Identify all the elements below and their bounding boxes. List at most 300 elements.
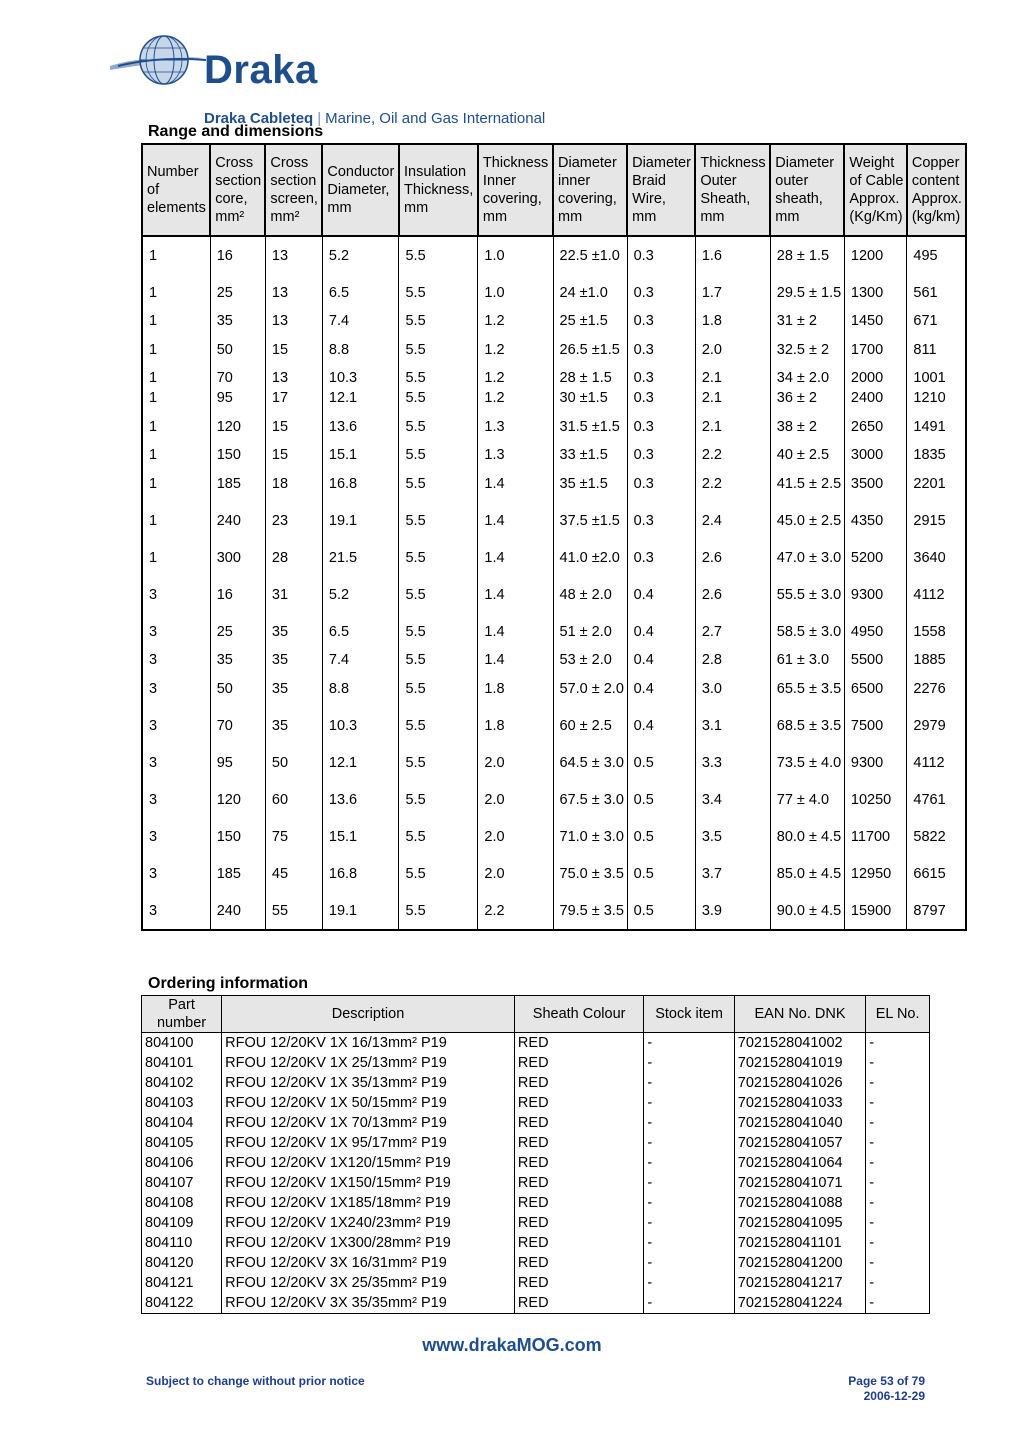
range-cell: 811: [907, 331, 966, 368]
range-cell: 7.4: [322, 311, 399, 331]
range-cell: 0.3: [627, 236, 695, 274]
ordering-cell: RFOU 12/20KV 1X 50/15mm² P19: [222, 1093, 515, 1113]
range-cell: 4350: [844, 502, 907, 539]
range-cell: 6.5: [322, 274, 399, 311]
ordering-cell: RFOU 12/20KV 3X 25/35mm² P19: [222, 1273, 515, 1293]
range-cell: 3.1: [695, 707, 770, 744]
range-cell: 23: [265, 502, 322, 539]
ordering-cell: RFOU 12/20KV 1X 70/13mm² P19: [222, 1113, 515, 1133]
range-cell: 0.5: [627, 744, 695, 781]
range-cell: 2.8: [695, 650, 770, 670]
range-cell: 5200: [844, 539, 907, 576]
range-cell: 35: [265, 613, 322, 650]
range-column-header: Thickness Outer Sheath, mm: [695, 144, 770, 236]
range-table-row: [142, 274, 966, 311]
ordering-cell: -: [644, 1213, 734, 1233]
range-cell: 0.5: [627, 892, 695, 930]
range-cell: 70: [210, 707, 265, 744]
range-cell: 64.5 ± 3.0: [553, 744, 627, 781]
ordering-column-header: Part number: [142, 996, 222, 1033]
range-cell: 3: [149, 902, 158, 919]
range-cell: 2.2: [695, 445, 770, 465]
range-cell: 120: [210, 781, 265, 818]
range-cell: 1835: [907, 445, 966, 465]
range-cell: 240: [210, 892, 265, 930]
ordering-column-header: EAN No. DNK: [734, 996, 866, 1033]
ordering-table-row: [142, 1053, 930, 1073]
range-cell: 1.3: [478, 408, 553, 445]
range-table: [141, 143, 967, 931]
ordering-cell: RED: [514, 1113, 643, 1133]
range-cell: 7.4: [322, 650, 399, 670]
range-cell: 53 ± 2.0: [553, 650, 627, 670]
range-cell: 2.1: [695, 388, 770, 408]
ordering-cell: 7021528041019: [734, 1053, 866, 1073]
ordering-cell: RFOU 12/20KV 3X 35/35mm² P19: [222, 1293, 515, 1314]
range-column-header: Weight of Cable Approx. (Kg/Km): [844, 144, 907, 236]
range-cell: 3: [149, 717, 158, 734]
ordering-table-row: [142, 1273, 930, 1293]
ordering-cell: RED: [514, 1053, 643, 1073]
range-cell: 5.5: [399, 408, 478, 445]
range-cell: 3.0: [695, 670, 770, 707]
range-cell: 5.2: [322, 236, 399, 274]
range-cell: 120: [210, 408, 265, 445]
range-cell: 300: [210, 539, 265, 576]
range-cell: 13: [265, 274, 322, 311]
range-cell: 51 ± 2.0: [553, 613, 627, 650]
range-cell: 50: [265, 744, 322, 781]
range-cell: 1885: [907, 650, 966, 670]
range-cell: 1: [149, 549, 158, 566]
range-cell: 185: [210, 855, 265, 892]
ordering-cell: 804105: [142, 1133, 222, 1153]
range-table-row: [142, 388, 966, 408]
subtitle-division: Marine, Oil and Gas International: [325, 110, 546, 127]
range-cell: 30 ±1.5: [553, 388, 627, 408]
range-cell: 13: [265, 311, 322, 331]
range-cell: 1: [149, 390, 158, 406]
range-cell: 1.4: [478, 465, 553, 502]
ordering-cell: -: [866, 1133, 930, 1153]
ordering-cell: -: [866, 1073, 930, 1093]
ordering-cell: RED: [514, 1233, 643, 1253]
range-column-header: Insulation Thickness, mm: [399, 144, 478, 236]
range-cell: 3: [149, 586, 158, 603]
range-cell: 79.5 ± 3.5: [553, 892, 627, 930]
range-table-row: [142, 892, 966, 930]
range-cell: 35: [265, 650, 322, 670]
company-logo: [108, 26, 588, 127]
range-cell: 6.5: [322, 613, 399, 650]
ordering-cell: -: [866, 1153, 930, 1173]
ordering-column-header: Sheath Colour: [514, 996, 643, 1033]
range-cell: 73.5 ± 4.0: [770, 744, 844, 781]
ordering-cell: RED: [514, 1073, 643, 1093]
ordering-cell: 7021528041071: [734, 1173, 866, 1193]
range-cell: 5.5: [399, 368, 478, 388]
globe-logo-icon: [108, 26, 208, 96]
range-cell: 4112: [907, 576, 966, 613]
range-cell: 1558: [907, 613, 966, 650]
range-cell: 67.5 ± 3.0: [553, 781, 627, 818]
range-cell: 5.2: [322, 576, 399, 613]
ordering-cell: -: [644, 1233, 734, 1253]
ordering-cell: RED: [514, 1273, 643, 1293]
ordering-cell: 804110: [142, 1233, 222, 1253]
ordering-cell: -: [866, 1193, 930, 1213]
range-cell: 22.5 ±1.0: [553, 236, 627, 274]
ordering-cell: RFOU 12/20KV 1X240/23mm² P19: [222, 1213, 515, 1233]
range-cell: 24 ±1.0: [553, 274, 627, 311]
range-column-header: Cross section screen, mm²: [265, 144, 322, 236]
document-date: 2006-12-29: [863, 1389, 925, 1403]
ordering-column-header: Stock item: [644, 996, 734, 1033]
range-cell: 55.5 ± 3.0: [770, 576, 844, 613]
ordering-table-row: [142, 1213, 930, 1233]
range-cell: 1: [149, 341, 158, 358]
ordering-cell: RFOU 12/20KV 1X150/15mm² P19: [222, 1173, 515, 1193]
range-cell: 41.0 ±2.0: [553, 539, 627, 576]
ordering-cell: -: [644, 1273, 734, 1293]
range-cell: 5.5: [399, 236, 478, 274]
ordering-cell: 7021528041040: [734, 1113, 866, 1133]
range-cell: 50: [210, 670, 265, 707]
range-cell: 1: [149, 313, 158, 329]
range-cell: 1.2: [478, 311, 553, 331]
range-cell: 8.8: [322, 331, 399, 368]
page-number: Page 53 of 79: [848, 1374, 925, 1388]
range-column-header: Diameter inner covering, mm: [553, 144, 627, 236]
range-column-header: Conductor Diameter, mm: [322, 144, 399, 236]
ordering-cell: -: [644, 1113, 734, 1133]
range-cell: 13.6: [322, 408, 399, 445]
range-cell: 3: [149, 791, 158, 808]
ordering-cell: 7021528041057: [734, 1133, 866, 1153]
range-cell: 10.3: [322, 368, 399, 388]
ordering-cell: 804107: [142, 1173, 222, 1193]
range-cell: 5.5: [399, 650, 478, 670]
range-cell: 2915: [907, 502, 966, 539]
range-cell: 3.3: [695, 744, 770, 781]
range-cell: 1.0: [478, 236, 553, 274]
ordering-cell: RED: [514, 1213, 643, 1233]
ordering-cell: -: [644, 1073, 734, 1093]
ordering-cell: -: [866, 1233, 930, 1253]
range-cell: 1.4: [478, 613, 553, 650]
range-cell: 0.3: [627, 539, 695, 576]
range-cell: 5.5: [399, 465, 478, 502]
range-cell: 0.3: [627, 388, 695, 408]
range-cell: 2.2: [478, 892, 553, 930]
range-cell: 12950: [844, 855, 907, 892]
ordering-cell: -: [866, 1293, 930, 1314]
ordering-cell: RFOU 12/20KV 1X 25/13mm² P19: [222, 1053, 515, 1073]
range-table-row: [142, 576, 966, 613]
range-cell: 8797: [907, 892, 966, 930]
range-cell: 75.0 ± 3.5: [553, 855, 627, 892]
range-table-row: [142, 311, 966, 331]
range-cell: 5.5: [399, 670, 478, 707]
ordering-column-header: EL No.: [866, 996, 930, 1033]
range-cell: 19.1: [322, 892, 399, 930]
range-cell: 1.4: [478, 539, 553, 576]
range-cell: 9300: [844, 576, 907, 613]
range-cell: 2276: [907, 670, 966, 707]
range-cell: 0.4: [627, 650, 695, 670]
ordering-cell: -: [644, 1293, 734, 1314]
range-column-header: Number of elements: [142, 144, 210, 236]
range-cell: 35: [210, 650, 265, 670]
ordering-cell: RFOU 12/20KV 3X 16/31mm² P19: [222, 1253, 515, 1273]
range-cell: 5822: [907, 818, 966, 855]
range-cell: 25: [210, 274, 265, 311]
range-cell: 15.1: [322, 818, 399, 855]
range-table-row: [142, 744, 966, 781]
ordering-cell: -: [866, 1113, 930, 1133]
ordering-table-row: [142, 1173, 930, 1193]
range-cell: 1.3: [478, 445, 553, 465]
range-cell: 2.2: [695, 465, 770, 502]
range-cell: 16.8: [322, 855, 399, 892]
ordering-cell: RFOU 12/20KV 1X185/18mm² P19: [222, 1193, 515, 1213]
range-cell: 0.3: [627, 274, 695, 311]
ordering-cell: -: [866, 1273, 930, 1293]
range-cell: 80.0 ± 4.5: [770, 818, 844, 855]
ordering-cell: 7021528041224: [734, 1293, 866, 1314]
range-cell: 28 ± 1.5: [770, 236, 844, 274]
ordering-cell: RED: [514, 1093, 643, 1113]
range-table-row: [142, 408, 966, 445]
range-cell: 3500: [844, 465, 907, 502]
range-cell: 38 ± 2: [770, 408, 844, 445]
ordering-cell: -: [644, 1093, 734, 1113]
ordering-section-title: Ordering information: [148, 975, 308, 992]
range-cell: 3.4: [695, 781, 770, 818]
range-cell: 1: [149, 447, 158, 463]
range-cell: 1.8: [478, 670, 553, 707]
range-cell: 5.5: [399, 744, 478, 781]
range-cell: 2201: [907, 465, 966, 502]
ordering-cell: -: [866, 1173, 930, 1193]
range-cell: 2.6: [695, 539, 770, 576]
range-table-row: [142, 368, 966, 388]
range-cell: 2.0: [478, 818, 553, 855]
range-cell: 35: [265, 707, 322, 744]
range-cell: 2.6: [695, 576, 770, 613]
range-cell: 21.5: [322, 539, 399, 576]
ordering-table-row: [142, 1033, 930, 1054]
range-cell: 31 ± 2: [770, 311, 844, 331]
ordering-table-row: [142, 1133, 930, 1153]
ordering-cell: 7021528041095: [734, 1213, 866, 1233]
range-cell: 2979: [907, 707, 966, 744]
range-cell: 15: [265, 331, 322, 368]
ordering-cell: -: [866, 1213, 930, 1233]
range-cell: 1.6: [695, 236, 770, 274]
range-column-header: Cross section core, mm²: [210, 144, 265, 236]
ordering-cell: -: [644, 1133, 734, 1153]
ordering-cell: RFOU 12/20KV 1X120/15mm² P19: [222, 1153, 515, 1173]
range-cell: 1.2: [478, 368, 553, 388]
ordering-cell: RED: [514, 1133, 643, 1153]
range-cell: 5.5: [399, 818, 478, 855]
range-cell: 5.5: [399, 274, 478, 311]
range-cell: 45: [265, 855, 322, 892]
range-cell: 13: [265, 368, 322, 388]
range-table-row: [142, 855, 966, 892]
range-cell: 3: [149, 652, 158, 668]
range-cell: 95: [210, 744, 265, 781]
range-cell: 1.7: [695, 274, 770, 311]
range-cell: 1.2: [478, 331, 553, 368]
ordering-cell: 804103: [142, 1093, 222, 1113]
range-cell: 0.3: [627, 331, 695, 368]
range-cell: 60: [265, 781, 322, 818]
range-table-row: [142, 445, 966, 465]
ordering-cell: -: [644, 1153, 734, 1173]
range-cell: 2.0: [478, 781, 553, 818]
range-cell: 561: [907, 274, 966, 311]
website-link[interactable]: www.drakaMOG.com: [422, 1335, 602, 1355]
range-table-row: [142, 331, 966, 368]
ordering-cell: RED: [514, 1193, 643, 1213]
ordering-cell: RED: [514, 1033, 643, 1054]
ordering-table-row: [142, 1113, 930, 1133]
ordering-cell: 7021528041033: [734, 1093, 866, 1113]
ordering-cell: -: [644, 1193, 734, 1213]
ordering-table-row: [142, 1253, 930, 1273]
range-cell: 0.5: [627, 781, 695, 818]
range-cell: 2.1: [695, 368, 770, 388]
ordering-cell: RFOU 12/20KV 1X 35/13mm² P19: [222, 1073, 515, 1093]
range-cell: 2650: [844, 408, 907, 445]
ordering-cell: 7021528041064: [734, 1153, 866, 1173]
range-cell: 12.1: [322, 388, 399, 408]
ordering-table-row: [142, 1233, 930, 1253]
ordering-cell: 7021528041026: [734, 1073, 866, 1093]
range-cell: 15.1: [322, 445, 399, 465]
range-table-row: [142, 539, 966, 576]
range-cell: 3.9: [695, 892, 770, 930]
range-cell: 0.3: [627, 408, 695, 445]
range-table-row: [142, 236, 966, 274]
range-cell: 1210: [907, 388, 966, 408]
range-cell: 0.5: [627, 855, 695, 892]
range-cell: 1001: [907, 368, 966, 388]
subtitle-company: Draka Cableteq: [204, 110, 314, 127]
ordering-cell: RED: [514, 1173, 643, 1193]
range-header-row: [142, 144, 966, 236]
range-cell: 15: [265, 445, 322, 465]
ordering-table-row: [142, 1193, 930, 1213]
range-cell: 3000: [844, 445, 907, 465]
range-cell: 1.4: [478, 650, 553, 670]
range-cell: 25 ±1.5: [553, 311, 627, 331]
range-cell: 1: [149, 475, 158, 492]
range-section-title: Range and dimensions: [148, 123, 324, 140]
ordering-cell: -: [644, 1173, 734, 1193]
range-cell: 5.5: [399, 445, 478, 465]
range-table-row: [142, 707, 966, 744]
footer-notice: Subject to change without prior notice: [146, 1374, 365, 1388]
range-cell: 2.1: [695, 408, 770, 445]
ordering-cell: RFOU 12/20KV 1X300/28mm² P19: [222, 1233, 515, 1253]
range-cell: 4112: [907, 744, 966, 781]
range-cell: 4950: [844, 613, 907, 650]
brand-name: Draka: [204, 48, 318, 92]
range-cell: 0.5: [627, 818, 695, 855]
range-column-header: Diameter Braid Wire, mm: [627, 144, 695, 236]
ordering-cell: -: [644, 1053, 734, 1073]
range-cell: 61 ± 3.0: [770, 650, 844, 670]
range-cell: 41.5 ± 2.5: [770, 465, 844, 502]
ordering-table-row: [142, 1153, 930, 1173]
range-cell: 1.4: [478, 502, 553, 539]
ordering-cell: 7021528041200: [734, 1253, 866, 1273]
range-table-row: [142, 818, 966, 855]
range-cell: 28: [265, 539, 322, 576]
range-cell: 7500: [844, 707, 907, 744]
range-cell: 8.8: [322, 670, 399, 707]
range-cell: 60 ± 2.5: [553, 707, 627, 744]
range-cell: 5.5: [399, 781, 478, 818]
range-cell: 31.5 ±1.5: [553, 408, 627, 445]
range-cell: 150: [210, 818, 265, 855]
range-cell: 495: [907, 236, 966, 274]
ordering-cell: RFOU 12/20KV 1X 16/13mm² P19: [222, 1033, 515, 1054]
range-cell: 0.4: [627, 707, 695, 744]
range-cell: 150: [210, 445, 265, 465]
range-cell: 50: [210, 331, 265, 368]
ordering-cell: 7021528041217: [734, 1273, 866, 1293]
ordering-cell: -: [866, 1053, 930, 1073]
range-table-row: [142, 502, 966, 539]
range-cell: 0.4: [627, 576, 695, 613]
ordering-table-row: [142, 1293, 930, 1314]
range-cell: 1200: [844, 236, 907, 274]
range-cell: 0.3: [627, 502, 695, 539]
range-cell: 1: [149, 418, 158, 435]
range-cell: 0.4: [627, 613, 695, 650]
range-cell: 6615: [907, 855, 966, 892]
range-cell: 71.0 ± 3.0: [553, 818, 627, 855]
range-cell: 2000: [844, 368, 907, 388]
ordering-column-header: Description: [222, 996, 515, 1033]
range-cell: 16: [210, 576, 265, 613]
ordering-cell: 804108: [142, 1193, 222, 1213]
range-table-row: [142, 650, 966, 670]
range-column-header: Copper content Approx. (kg/km): [907, 144, 966, 236]
range-cell: 5.5: [399, 855, 478, 892]
range-cell: 11700: [844, 818, 907, 855]
range-cell: 5.5: [399, 576, 478, 613]
range-cell: 5.5: [399, 388, 478, 408]
range-cell: 0.3: [627, 465, 695, 502]
range-cell: 1: [149, 512, 158, 529]
ordering-cell: 804121: [142, 1273, 222, 1293]
range-cell: 0.3: [627, 311, 695, 331]
range-cell: 0.3: [627, 368, 695, 388]
range-cell: 36 ± 2: [770, 388, 844, 408]
range-cell: 25: [210, 613, 265, 650]
range-cell: 2400: [844, 388, 907, 408]
ordering-cell: RED: [514, 1253, 643, 1273]
range-cell: 3: [149, 754, 158, 771]
ordering-table-body: [142, 1033, 930, 1314]
ordering-cell: RED: [514, 1293, 643, 1314]
range-cell: 5.5: [399, 311, 478, 331]
